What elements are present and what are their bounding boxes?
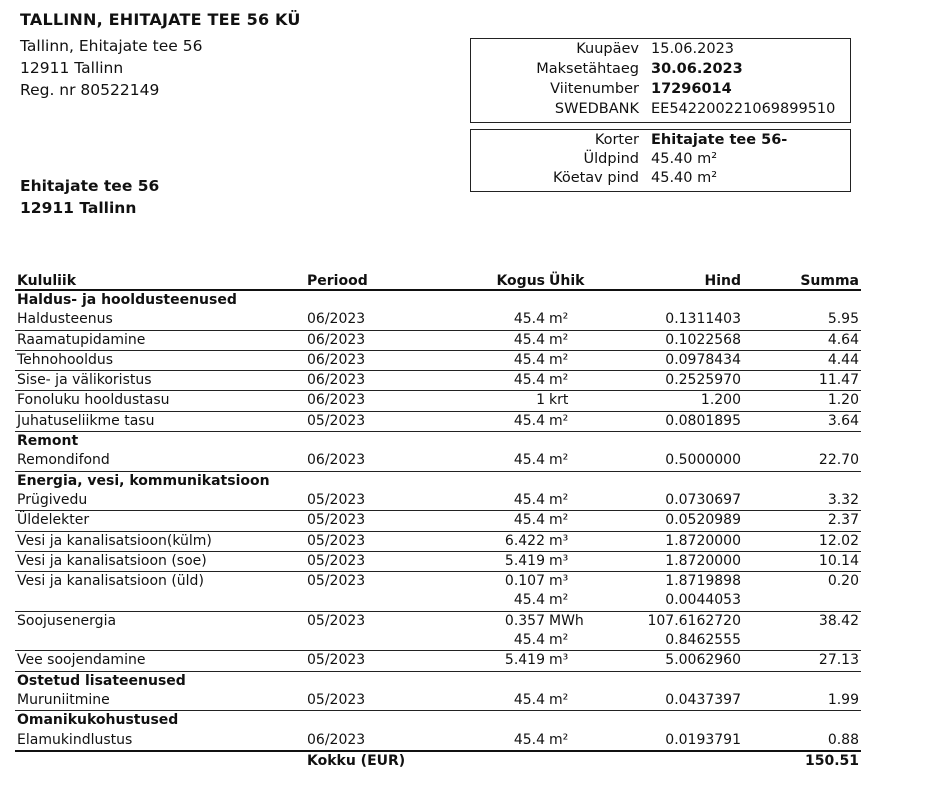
table-row	[15, 330, 861, 350]
cost-price	[617, 551, 743, 571]
cost-period: 05/2023	[305, 691, 445, 711]
cost-price-line: 0.1022568	[665, 331, 741, 348]
table-row	[15, 371, 861, 391]
section-header-row	[15, 432, 861, 452]
cost-unit	[547, 651, 617, 671]
cost-unit-line: m²	[549, 512, 569, 529]
apt-label: Korter	[594, 132, 639, 148]
iban-value: EE542200221069899510	[651, 101, 836, 117]
recipient-city: 12911 Tallinn	[20, 199, 137, 217]
cost-price	[617, 371, 743, 391]
cost-period: 05/2023	[305, 511, 445, 531]
cost-unit-line: m³	[549, 652, 569, 669]
cost-qty	[445, 551, 547, 571]
cost-price-line: 0.0801895	[665, 412, 741, 429]
col-header-type: Kululiik	[15, 269, 305, 290]
cost-qty-line: 45.4	[513, 512, 545, 529]
cost-price-line: 0.1311403	[665, 311, 741, 328]
cost-sum: 2.37	[743, 511, 861, 531]
table-row	[15, 391, 861, 411]
cost-qty	[445, 310, 547, 330]
cost-period: 06/2023	[305, 310, 445, 330]
cost-unit-line: m²	[549, 491, 569, 508]
cost-qty	[445, 391, 547, 411]
cost-unit	[547, 451, 617, 471]
cost-price	[617, 391, 743, 411]
cost-price	[617, 611, 743, 651]
cost-price-line: 0.0437397	[665, 691, 741, 708]
table-row	[15, 551, 861, 571]
date-label: Kuupäev	[576, 41, 639, 57]
table-row	[15, 651, 861, 671]
cost-unit-line: m²	[549, 592, 569, 609]
cost-price-line: 107.6162720	[647, 612, 741, 629]
cost-price	[617, 511, 743, 531]
cost-period: 05/2023	[305, 611, 445, 651]
cost-price-line: 1.200	[700, 392, 741, 409]
cost-type: Soojusenergia	[15, 611, 305, 651]
cost-type: Vesi ja kanalisatsioon (soe)	[15, 551, 305, 571]
cost-unit	[547, 310, 617, 330]
cost-unit	[547, 391, 617, 411]
cost-price	[617, 330, 743, 350]
cost-price-line: 1.8720000	[665, 552, 741, 569]
cost-price-line: 0.8462555	[665, 631, 741, 648]
heated-value: 45.40 m²	[651, 170, 718, 186]
cost-price-line: 0.2525970	[665, 372, 741, 389]
section-header-row	[15, 671, 861, 691]
due-value: 30.06.2023	[651, 61, 743, 77]
cost-qty-line: 5.419	[504, 652, 545, 669]
cost-type: Elamukindlustus	[15, 731, 305, 751]
cost-period: 06/2023	[305, 330, 445, 350]
apt-value: Ehitajate tee 56-	[651, 132, 788, 148]
table-row	[15, 491, 861, 511]
cost-unit-line: m²	[549, 372, 569, 389]
cost-qty	[445, 611, 547, 651]
table-header-row	[15, 269, 861, 290]
cost-qty	[445, 411, 547, 431]
cost-sum: 0.20	[743, 572, 861, 612]
cost-unit	[547, 371, 617, 391]
cost-qty-line: 5.419	[504, 552, 545, 569]
table-row	[15, 511, 861, 531]
cost-unit	[547, 491, 617, 511]
cost-qty-line: 45.4	[513, 592, 545, 609]
cost-type: Raamatupidamine	[15, 330, 305, 350]
table-row	[15, 411, 861, 431]
invoice-info-box	[470, 38, 851, 123]
col-header-qty: Kogus	[445, 269, 547, 290]
cost-sum: 1.20	[743, 391, 861, 411]
cost-sum: 4.44	[743, 350, 861, 370]
cost-price	[617, 350, 743, 370]
cost-type: Üldelekter	[15, 511, 305, 531]
cost-qty	[445, 371, 547, 391]
cost-price	[617, 491, 743, 511]
table-row	[15, 611, 861, 651]
table-row	[15, 572, 861, 612]
apartment-info-box	[470, 129, 851, 192]
cost-sum: 3.64	[743, 411, 861, 431]
cost-qty-line: 45.4	[513, 691, 545, 708]
cost-qty-line: 45.4	[513, 731, 545, 748]
cost-unit	[547, 511, 617, 531]
cost-price-line: 0.0193791	[665, 731, 741, 748]
table-row	[15, 731, 861, 751]
cost-unit	[547, 691, 617, 711]
cost-qty	[445, 451, 547, 471]
area-label: Üldpind	[583, 151, 639, 167]
cost-qty	[445, 731, 547, 751]
cost-unit-line: MWh	[549, 612, 584, 629]
cost-price	[617, 691, 743, 711]
cost-table	[15, 269, 861, 771]
section-title: Ostetud lisateenused	[17, 672, 186, 689]
cost-qty-line: 45.4	[513, 331, 545, 348]
cost-unit	[547, 411, 617, 431]
cost-type: Fonoluku hooldustasu	[15, 391, 305, 411]
cost-sum: 0.88	[743, 731, 861, 751]
cost-price	[617, 310, 743, 330]
cost-qty-line: 0.357	[504, 612, 545, 629]
cost-type: Prügivedu	[15, 491, 305, 511]
cost-period: 06/2023	[305, 451, 445, 471]
cost-sum: 3.32	[743, 491, 861, 511]
cost-unit	[547, 551, 617, 571]
cost-period: 06/2023	[305, 371, 445, 391]
table-row	[15, 691, 861, 711]
section-title: Energia, vesi, kommunikatsioon	[17, 472, 270, 489]
cost-period: 05/2023	[305, 491, 445, 511]
section-title: Haldus- ja hooldusteenused	[17, 292, 237, 308]
cost-unit-line: m²	[549, 351, 569, 368]
cost-qty-line: 45.4	[513, 452, 545, 469]
cost-sum: 11.47	[743, 371, 861, 391]
cost-type: Remondifond	[15, 451, 305, 471]
cost-price	[617, 531, 743, 551]
cost-type: Vee soojendamine	[15, 651, 305, 671]
cost-price-line: 0.0978434	[665, 351, 741, 368]
cost-type: Sise- ja välikoristus	[15, 371, 305, 391]
cost-sum: 5.95	[743, 310, 861, 330]
cost-qty-line: 0.107	[504, 573, 545, 590]
cost-sum: 22.70	[743, 451, 861, 471]
cost-qty	[445, 691, 547, 711]
cost-price-line: 1.8720000	[665, 532, 741, 549]
cost-qty-line: 45.4	[513, 351, 545, 368]
sender-city: 12911 Tallinn	[20, 59, 124, 77]
cost-sum: 12.02	[743, 531, 861, 551]
cost-unit-line: m³	[549, 573, 569, 590]
cost-unit	[547, 731, 617, 751]
cost-unit-line: m²	[549, 311, 569, 328]
cost-price	[617, 731, 743, 751]
cost-price	[617, 411, 743, 431]
section-header-row	[15, 471, 861, 491]
cost-unit-line: m³	[549, 532, 569, 549]
cost-unit-line: m²	[549, 331, 569, 348]
cost-qty-line: 45.4	[513, 631, 545, 648]
cost-price-line: 5.0062960	[665, 652, 741, 669]
cost-unit-line: m²	[549, 731, 569, 748]
cost-unit	[547, 572, 617, 612]
cost-sum: 4.64	[743, 330, 861, 350]
cost-unit	[547, 330, 617, 350]
cost-price-line: 1.8719898	[665, 573, 741, 590]
cost-type: Haldusteenus	[15, 310, 305, 330]
cost-qty-line: 45.4	[513, 311, 545, 328]
cost-qty	[445, 491, 547, 511]
cost-price	[617, 451, 743, 471]
cost-period: 06/2023	[305, 350, 445, 370]
cost-unit-line: m²	[549, 412, 569, 429]
cost-period: 06/2023	[305, 731, 445, 751]
area-value: 45.40 m²	[651, 151, 718, 167]
cost-qty-line: 45.4	[513, 491, 545, 508]
section-title: Omanikukohustused	[17, 712, 179, 729]
cost-sum: 10.14	[743, 551, 861, 571]
section-title: Remont	[17, 433, 79, 450]
due-label: Maksetähtaeg	[536, 61, 639, 77]
cost-period: 05/2023	[305, 531, 445, 551]
cost-unit-line: krt	[549, 392, 569, 409]
heated-label: Köetav pind	[553, 170, 639, 186]
cost-unit-line: m³	[549, 552, 569, 569]
cost-period: 06/2023	[305, 391, 445, 411]
ref-value: 17296014	[651, 81, 732, 97]
col-header-price: Hind	[617, 269, 743, 290]
cost-period: 05/2023	[305, 411, 445, 431]
cost-period: 05/2023	[305, 651, 445, 671]
col-header-unit: Ühik	[547, 269, 617, 290]
date-value: 15.06.2023	[651, 41, 735, 57]
col-header-sum: Summa	[743, 269, 861, 290]
cost-qty	[445, 330, 547, 350]
cost-price-line: 0.0044053	[665, 592, 741, 609]
sender-address: Tallinn, Ehitajate tee 56	[20, 37, 203, 55]
cost-period: 05/2023	[305, 572, 445, 612]
total-value: 150.51	[743, 751, 861, 771]
cost-unit	[547, 611, 617, 651]
section-header-row	[15, 711, 861, 731]
cost-type: Vesi ja kanalisatsioon (üld)	[15, 572, 305, 612]
table-row	[15, 451, 861, 471]
cost-qty	[445, 651, 547, 671]
sender-reg: Reg. nr 80522149	[20, 81, 160, 99]
cost-price	[617, 572, 743, 612]
total-label: Kokku (EUR)	[305, 751, 445, 771]
ref-label: Viitenumber	[550, 81, 639, 97]
recipient-address: Ehitajate tee 56	[20, 177, 160, 195]
total-row	[15, 751, 861, 771]
cost-unit-line: m²	[549, 631, 569, 648]
cost-unit-line: m²	[549, 691, 569, 708]
table-row	[15, 531, 861, 551]
cost-qty	[445, 350, 547, 370]
cost-unit-line: m²	[549, 452, 569, 469]
cost-price-line: 0.0730697	[665, 491, 741, 508]
cost-unit	[547, 350, 617, 370]
cost-price	[617, 651, 743, 671]
cost-type: Vesi ja kanalisatsioon(külm)	[15, 531, 305, 551]
cost-qty-line: 45.4	[513, 412, 545, 429]
sender-name: TALLINN, EHITAJATE TEE 56 KÜ	[20, 10, 301, 29]
cost-qty	[445, 572, 547, 612]
cost-price-line: 0.0520989	[665, 512, 741, 529]
col-header-period: Periood	[305, 269, 445, 290]
section-header-row	[15, 290, 861, 310]
cost-type: Muruniitmine	[15, 691, 305, 711]
cost-period: 05/2023	[305, 551, 445, 571]
cost-sum: 27.13	[743, 651, 861, 671]
cost-qty-line: 1	[536, 392, 545, 409]
cost-qty	[445, 531, 547, 551]
cost-unit	[547, 531, 617, 551]
bank-label: SWEDBANK	[554, 101, 639, 117]
cost-qty-line: 45.4	[513, 372, 545, 389]
cost-qty-line: 6.422	[504, 532, 545, 549]
cost-price-line: 0.5000000	[665, 452, 741, 469]
cost-sum: 38.42	[743, 611, 861, 651]
cost-sum: 1.99	[743, 691, 861, 711]
cost-qty	[445, 511, 547, 531]
table-row	[15, 310, 861, 330]
table-row	[15, 350, 861, 370]
cost-type: Tehnohooldus	[15, 350, 305, 370]
cost-type: Juhatuseliikme tasu	[15, 411, 305, 431]
